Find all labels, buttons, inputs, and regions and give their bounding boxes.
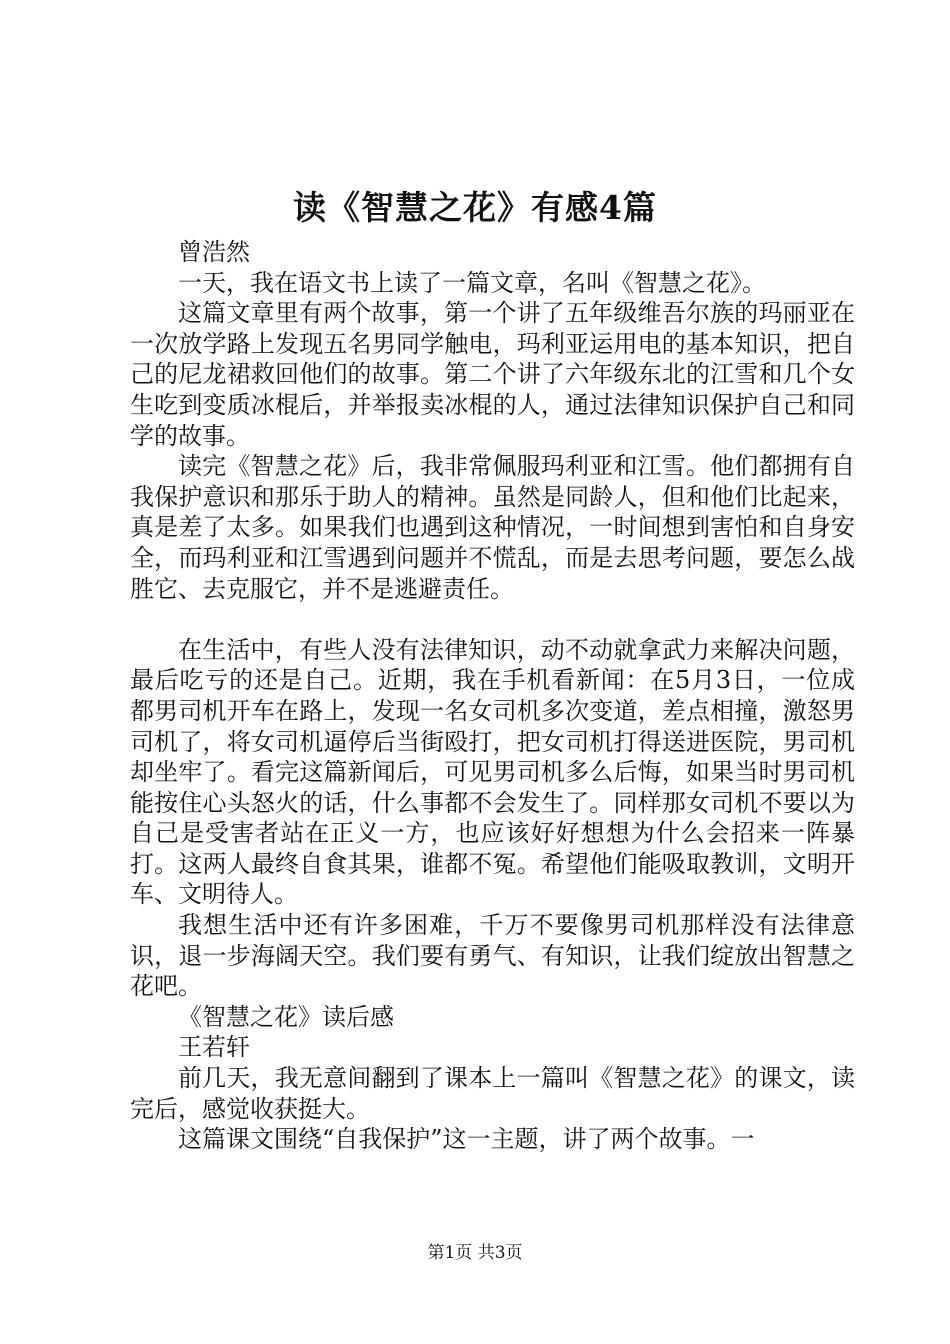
- paragraph-author: 王若轩: [178, 1033, 250, 1062]
- paragraph: 这篇文章里有两个故事，第一个讲了五年级维吾尔族的玛丽亚在一次放学路上发现五名男同学触电，玛利亚运用电的基本知识，把自己的尼龙裙救回他们的故事。第二个讲了六年级东北的江雪和几个女生吃到变质冰棍后，并举报卖冰棍的人，通过法律知识保护自己和同学的故事。: [130, 299, 855, 450]
- document-title: 读《智慧之花》有感4篇: [293, 188, 657, 227]
- paragraph: 这篇课文围绕“自我保护”这一主题，讲了两个故事。一: [178, 1125, 755, 1154]
- paragraph: 前几天，我无意间翻到了课本上一篇叫《智慧之花》的课文，读完后，感觉收获挺大。: [130, 1064, 855, 1123]
- section-heading: 《智慧之花》读后感: [178, 1002, 394, 1031]
- paragraph: 我想生活中还有许多困难，千万不要像男司机那样没有法律意识，退一步海阔天空。我们要有勇气、有知识，让我们绽放出智慧之花吧。: [130, 911, 855, 1001]
- document-body: [130, 237, 855, 1155]
- blank-line: [130, 604, 855, 635]
- paragraph-author: 曾浩然: [178, 238, 250, 266]
- paragraph: 一天，我在语文书上读了一篇文章，名叫《智慧之花》。: [178, 268, 766, 297]
- paragraph: 在生活中，有些人没有法律知识，动不动就拿武力来解决问题，最后吃亏的还是自己。近期，我在手机看新闻：在5月3日，一位成都男司机开车在路上，发现一名女司机多次变道，差点相撞，激怒男司机了，将女司机逼停后当街殴打，把女司机打得送进医院，男司机却坐牢了。看完这篇新闻后，可见男司机多么后悔，如果当时男司机能按住心头怒火的话，什么事都不会发生了。同样那女司机不要以为自己是受害者站在正义一方，也应该好好想想为什么会招来一阵暴打。这两人最终自食其果，谁都不冤。希望他们能吸取教训，文明开车、文明待人。: [130, 635, 855, 909]
- page-number-footer: 第1页 共3页: [427, 1243, 523, 1263]
- paragraph: 读完《智慧之花》后，我非常佩服玛利亚和江雪。他们都拥有自我保护意识和那乐于助人的精神。虽然是同龄人，但和他们比起来，真是差了太多。如果我们也遇到这种情况，一时间想到害怕和自身安全，而玛利亚和江雪遇到问题并不慌乱，而是去思考问题，要怎么战胜它、去克服它，并不是逃避责任。: [130, 452, 855, 603]
